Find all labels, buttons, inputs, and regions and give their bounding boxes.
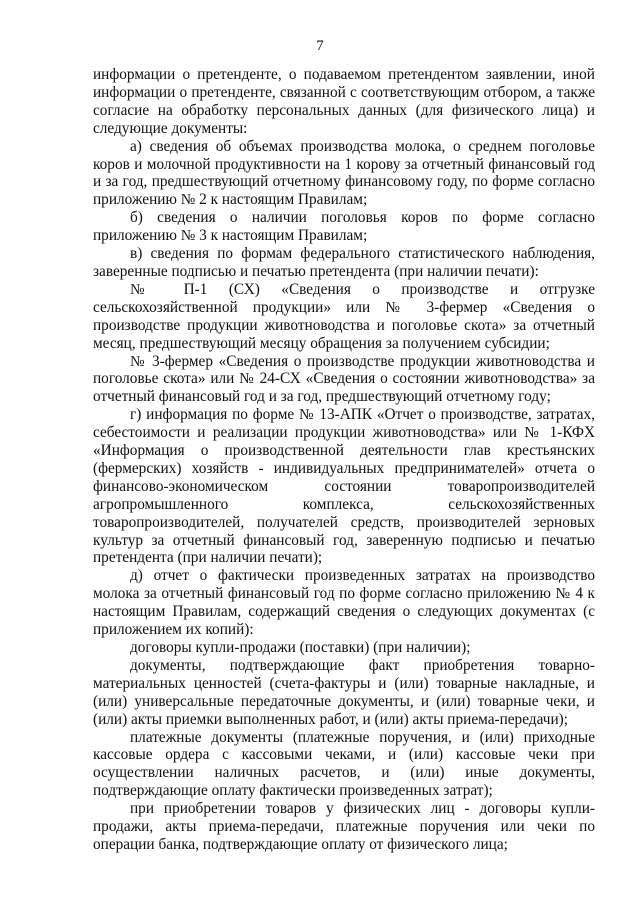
paragraph-contracts: договоры купли-продажи (поставки) (при наличии);	[130, 639, 471, 656]
paragraph-g: г) информация по форме № 13-АПК «Отчет о производстве, затратах, себестоимости и реализации продукции животноводства» или № 1-КФХ «Информация о производственной деятельности глав крестьянских (фермерских) хозяйств - индивидуальных предпринимателей» отчета о финансово-экономическом состоянии товаропроизводителей агропромышленного комплекса, сельскохозяйственных товаропроизводителей, получателей средств, производителей зерновых культур за отчетный финансовый год, заверенную подписью и печатью претендента (при наличии печати);	[93, 406, 595, 567]
paragraph-a: а) сведения об объемах производства молока, о среднем поголовье коров и молочной продуктивности на 1 корову за отчетный финансовый год и за год, предшествующий отчетному финансовому году, по форме согласно приложению № 2 к настоящим Правилам;	[93, 137, 595, 209]
paragraph-v: в) сведения по формам федерального статистического наблюдения, заверенные подписью и печатью претендента (при наличии печати):	[93, 245, 595, 280]
paragraph-individuals: при приобретении товаров у физических лиц - договоры купли-продажи, акты приема-передачи, платежные поручения или чеки по операции банка, подтверждающие оплату от физического лица;	[93, 800, 595, 853]
paragraph-payments: платежные документы (платежные поручения, и (или) приходные кассовые ордера с кассовыми чеками, и (или) кассовые чеки при осуществлении наличных расчетов, и (или) иные документы, подтверждающие оплату фактически произведенных затрат);	[93, 728, 595, 800]
page-number: 7	[316, 38, 324, 54]
paragraph-d: д) отчет о фактически произведенных затратах на производство молока за отчетный финансовый год по форме согласно приложению № 4 к настоящим Правилам, содержащий сведения о следующих документах (с приложением их копий):	[93, 567, 595, 639]
paragraph-b: б) сведения о наличии поголовья коров по форме согласно приложению № 3 к настоящим Правилам;	[93, 209, 595, 245]
document-body	[93, 66, 595, 854]
paragraph-intro: информации о претенденте, о подаваемом претендентом заявлении, иной информации о претенденте, связанной с соответствующим отбором, а также согласие на обработку персональных данных (для физического лица) и следующие документы:	[93, 66, 595, 137]
paragraph-form-p1: № П-1 (СХ) «Сведения о производстве и отгрузке сельскохозяйственной продукции» или № 3-фермер «Сведения о производстве продукции животноводства и поголовье скота» за отчетный месяц, предшествующий месяцу обращения за получением субсидии;	[93, 280, 595, 352]
paragraph-documents: документы, подтверждающие факт приобретения товарно-материальных ценностей (счета-фактуры и (или) товарные накладные, и (или) универсальные передаточные документы, и (или) товарные чеки, и (или) акты приемки выполненных работ, и (или) акты приема-передачи);	[93, 656, 595, 728]
paragraph-form-3fermer: № 3-фермер «Сведения о производстве продукции животноводства и поголовье скота» или № 24-СХ «Сведения о состоянии животноводства» за отчетный финансовый год и за год, предшествующий отчетному году;	[93, 352, 595, 406]
